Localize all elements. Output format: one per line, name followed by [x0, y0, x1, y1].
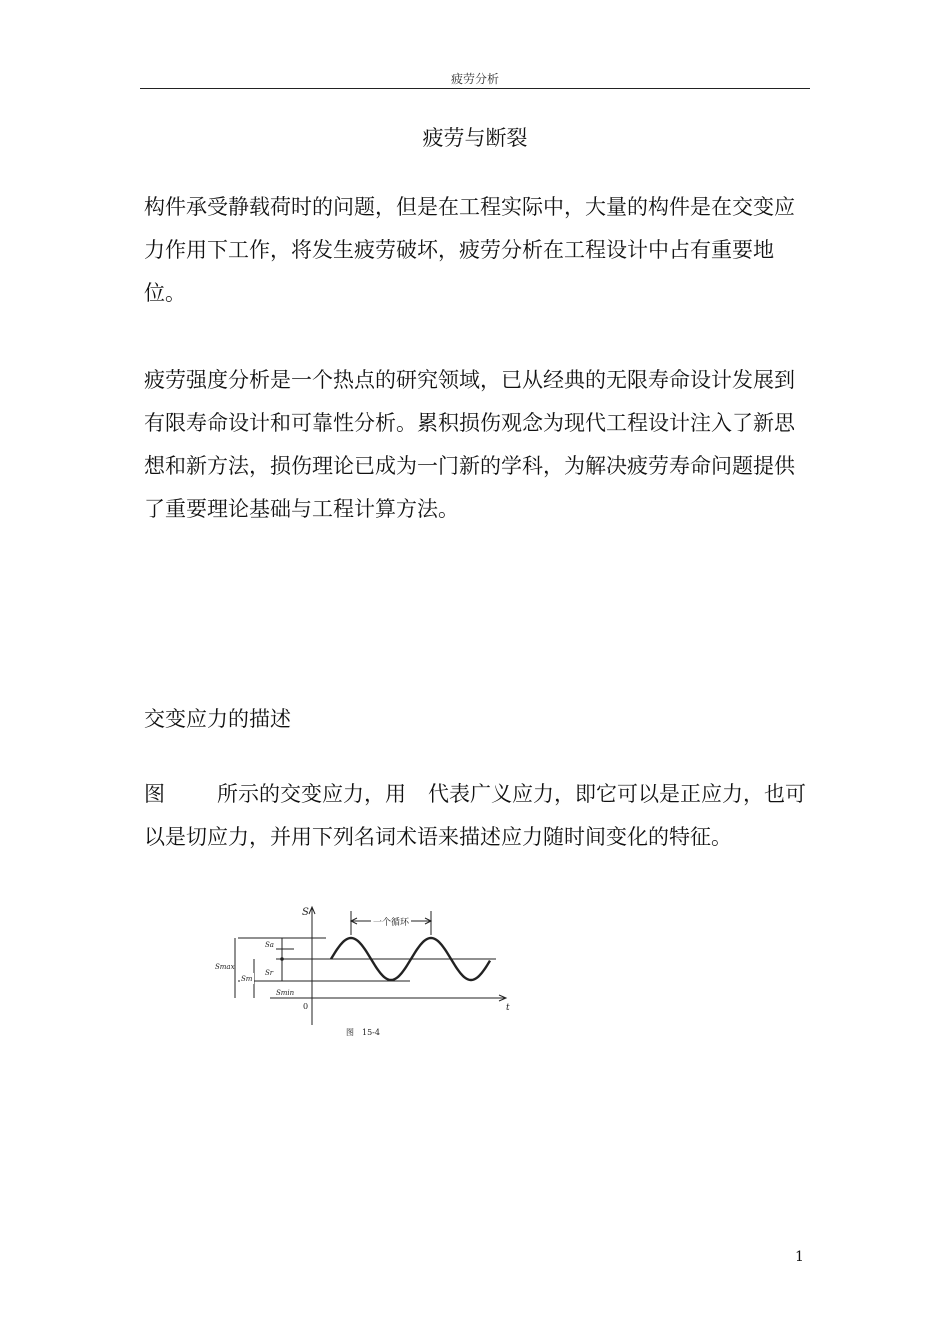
sr-label: Sr: [265, 969, 274, 977]
alternating-stress-figure: [210, 895, 520, 1045]
smax-label: Smax: [215, 963, 235, 971]
document-title: 疲劳与断裂: [422, 126, 528, 150]
figure-caption: 图 15-4: [346, 1028, 380, 1037]
para-part-2: 所示的交变应力，用: [217, 782, 406, 806]
x-axis-label: t: [506, 1003, 510, 1013]
page-number: 1: [795, 1249, 804, 1265]
paragraph-intro: 构件承受静载荷时的问题，但是在工程实际中，大量的构件是在交变应力作用下工作，将发生疲劳破坏，疲劳分析在工程设计中占有重要地位。: [144, 195, 795, 305]
running-header: 疲劳分析: [450, 72, 499, 86]
paragraph-alternating-stress: [144, 773, 810, 859]
sm-point: [280, 957, 284, 961]
sa-label: Sa: [265, 941, 274, 949]
para-part-3: 代表广义应力，即它可以是正应力，也可以是切应力，并用下列名词术语来描述应力随时间变化的特征。: [144, 782, 806, 849]
section-heading: 交变应力的描述: [144, 707, 291, 731]
smin-label: Smin: [276, 989, 295, 997]
paragraph-fatigue-analysis: 疲劳强度分析是一个热点的研究领域，已从经典的无限寿命设计发展到有限寿命设计和可靠性分析。累积损伤观念为现代工程设计注入了新思想和新方法，损伤理论已成为一门新的学科，为解决疲劳寿命问题提供了重要理论基础与工程计算方法。: [144, 368, 795, 521]
origin-label: 0: [303, 1002, 309, 1011]
para-part-1: 图: [144, 782, 165, 806]
header-rule: [140, 88, 810, 89]
sm-label: Sm: [241, 975, 253, 983]
cycle-label: 一个循环: [372, 918, 410, 928]
y-axis-label: S: [302, 907, 309, 918]
